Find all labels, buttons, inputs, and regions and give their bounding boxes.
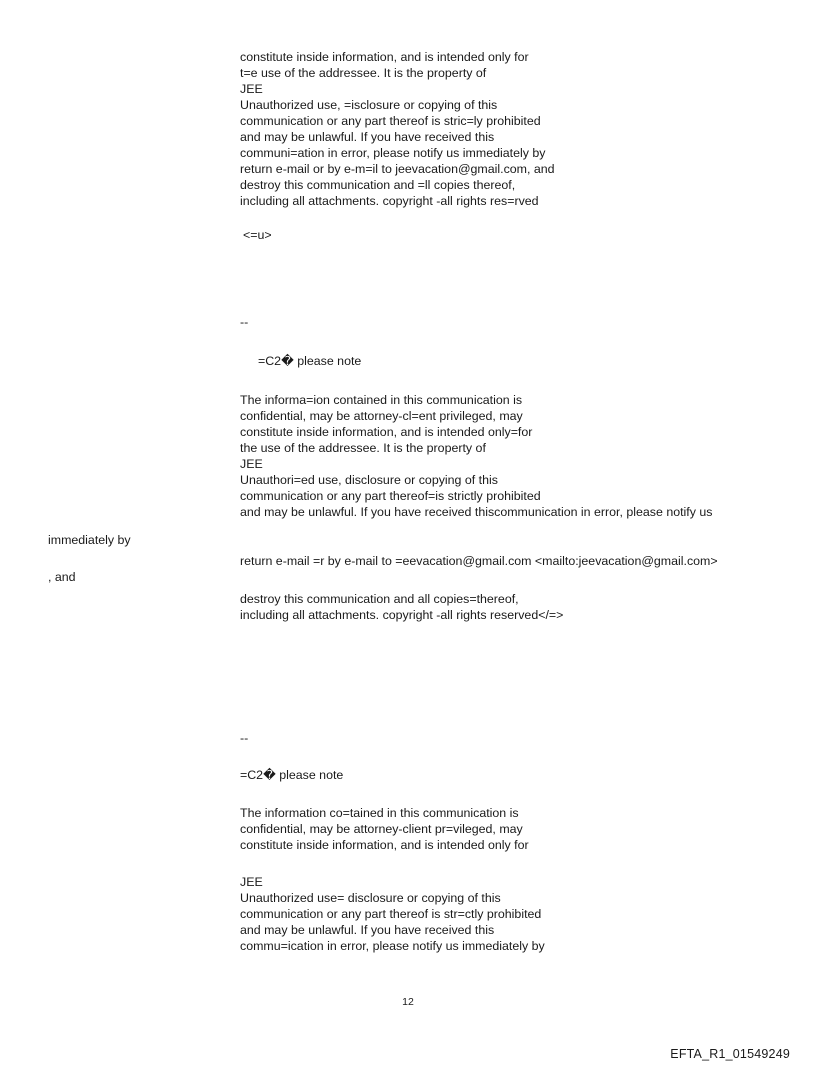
text-line: JEE [240, 457, 263, 471]
text-line: constitute inside information, and is intended only=for [240, 425, 533, 439]
u-tag-text: <=u> [243, 228, 272, 242]
text-line: return e-mail =r by e-mail to =eevacation@gmail.com <mailto:jeevacation@gmail.com> [240, 554, 718, 568]
text-line: JEE [240, 875, 263, 889]
text-line: confidential, may be attorney-cl=ent privileged, may [240, 409, 523, 423]
text-line: constitute inside information, and is intended only for [240, 50, 529, 64]
please-note-line: =C2� please note [258, 354, 362, 368]
text-line: JEE [240, 82, 263, 96]
text-line: and may be unlawful. If you have received this [240, 130, 495, 144]
wrapped-text: immediately by [48, 533, 131, 547]
text-line: communication or any part thereof is str=ctly prohibited [240, 907, 542, 921]
text-line: Unauthorized use, =isclosure or copying of this [240, 98, 498, 112]
text-line: t=e use of the addressee. It is the property of [240, 66, 487, 80]
text-line: constitute inside information, and is intended only for [240, 838, 529, 852]
page-number: 12 [402, 996, 414, 1008]
text-line: including all attachments. copyright -all rights res=rved [240, 194, 539, 208]
text-line: commu=ication in error, please notify us immediately by [240, 939, 545, 953]
document-reference: EFTA_R1_01549249 [670, 1047, 790, 1061]
separator-dashes: -- [240, 731, 249, 745]
text-line: return e-mail or by e-m=il to jeevacation@gmail.com, and [240, 162, 555, 176]
text-line: Unauthorized use= disclosure or copying of this [240, 891, 501, 905]
wrapped-text: , and [48, 570, 76, 584]
separator-dashes: -- [240, 315, 249, 329]
text-line: communication or any part thereof=is strictly prohibited [240, 489, 541, 503]
text-line: Unauthori=ed use, disclosure or copying of this [240, 473, 498, 487]
text-line: confidential, may be attorney-client pr=vileged, may [240, 822, 523, 836]
text-line: The information co=tained in this communication is [240, 806, 519, 820]
text-line: and may be unlawful. If you have received this [240, 923, 495, 937]
text-line: communi=ation in error, please notify us immediately by [240, 146, 546, 160]
text-line: and may be unlawful. If you have received thiscommunication in error, please notify us [240, 505, 713, 519]
text-line: The informa=ion contained in this communication is [240, 393, 523, 407]
text-line: destroy this communication and all copies=thereof, [240, 592, 519, 606]
text-line: communication or any part thereof is stric=ly prohibited [240, 114, 541, 128]
text-line: including all attachments. copyright -all rights reserved</=> [240, 608, 564, 622]
please-note-line: =C2� please note [240, 768, 344, 782]
text-line: the use of the addressee. It is the property of [240, 441, 486, 455]
text-line: destroy this communication and =ll copies thereof, [240, 178, 516, 192]
